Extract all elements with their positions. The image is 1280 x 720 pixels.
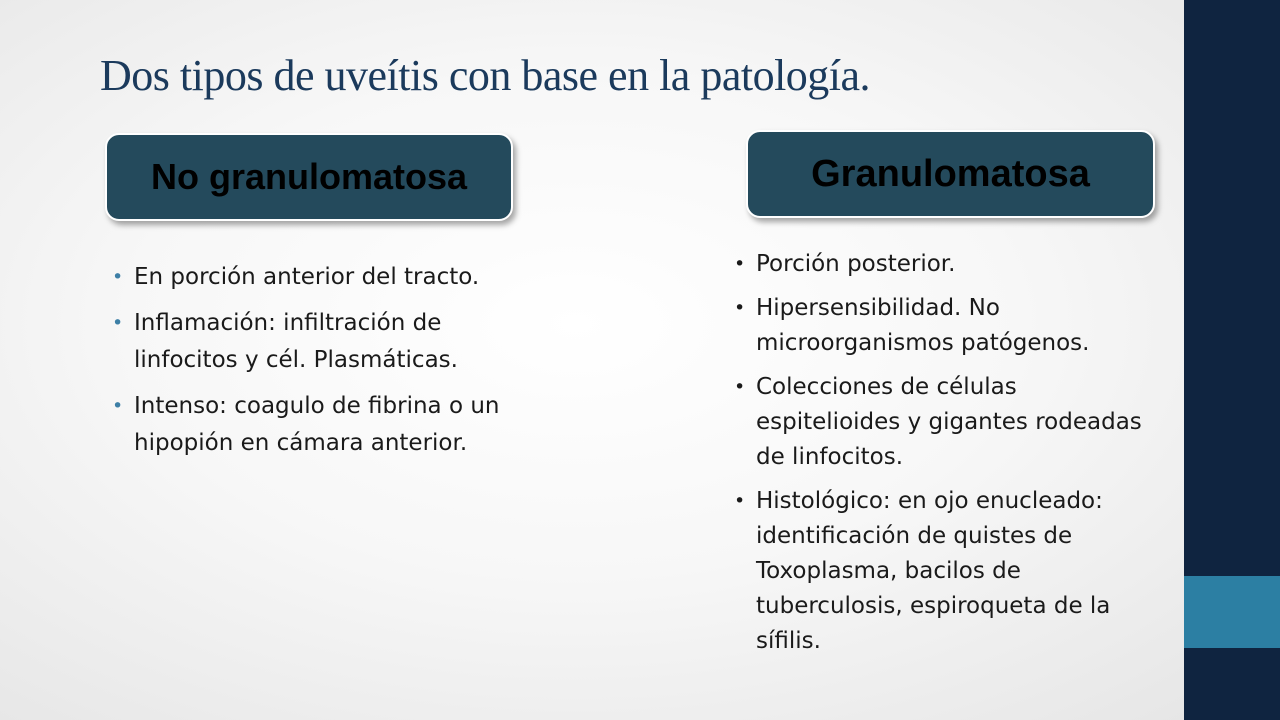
list-item bbox=[112, 305, 512, 379]
header-no-granulomatosa-label: No granulomatosa bbox=[150, 156, 468, 197]
bullet-icon: • bbox=[112, 266, 124, 288]
list-item bbox=[112, 388, 512, 462]
bullet-icon: • bbox=[734, 297, 746, 319]
bullet-list-granulomatosa bbox=[734, 247, 1164, 668]
list-item bbox=[112, 259, 512, 296]
bullet-text: En porción anterior del tracto. bbox=[134, 264, 480, 290]
bullet-text: Intenso: coagulo de fibrina o un hipopión en cámara anterior. bbox=[134, 393, 500, 456]
slide-title: Dos tipos de uveítis con base en la patología. bbox=[100, 51, 871, 100]
bullet-list-no-granulomatosa bbox=[112, 259, 512, 471]
bullet-icon: • bbox=[734, 253, 746, 275]
bullet-icon: • bbox=[734, 376, 746, 398]
header-granulomatosa-label: Granulomatosa bbox=[811, 152, 1090, 195]
bullet-icon: • bbox=[112, 395, 124, 417]
list-item bbox=[734, 291, 1164, 361]
list-item bbox=[734, 484, 1164, 659]
bullet-text: Porción posterior. bbox=[756, 251, 956, 277]
bullet-text: Inflamación: infiltración de linfocitos y cél. Plasmáticas. bbox=[134, 310, 458, 373]
bullet-text: Histológico: en ojo enucleado: identificación de quistes de Toxoplasma, bacilos de tuberculosis, espiroqueta de la sífilis. bbox=[756, 488, 1111, 654]
list-item bbox=[734, 247, 1164, 282]
list-item bbox=[734, 370, 1164, 475]
bullet-text: Colecciones de células espitelioides y gigantes rodeadas de linfocitos. bbox=[756, 374, 1142, 470]
header-granulomatosa bbox=[746, 130, 1155, 218]
bullet-icon: • bbox=[112, 312, 124, 334]
bullet-text: Hipersensibilidad. No microorganismos patógenos. bbox=[756, 295, 1090, 356]
header-no-granulomatosa bbox=[105, 133, 513, 221]
sidebar-accent-block bbox=[1184, 576, 1280, 648]
bullet-icon: • bbox=[734, 490, 746, 512]
